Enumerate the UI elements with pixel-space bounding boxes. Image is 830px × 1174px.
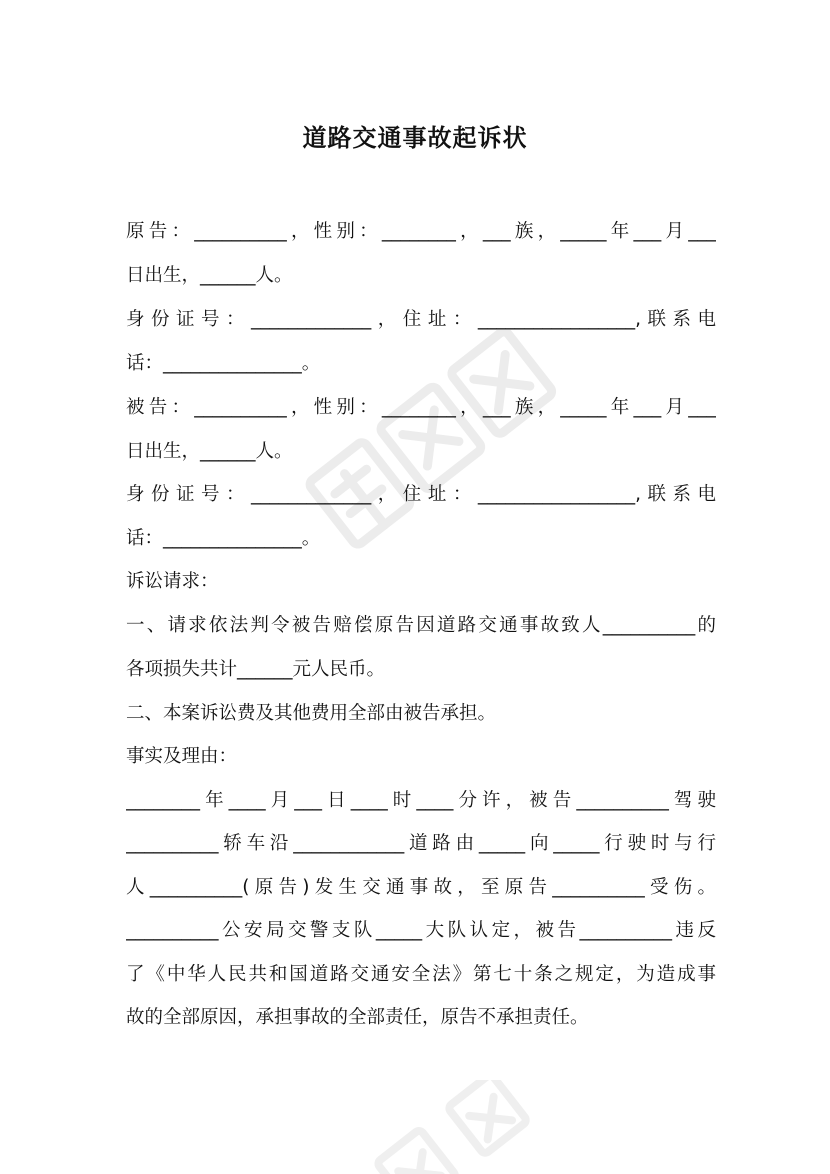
claim-1-line-1: 一、请求依法判令被告赔偿原告因道路交通事故致人__________的 [126,615,716,636]
facts-line-3: 人__________(原告)发生交通事故，至原告__________受伤。 [126,877,716,898]
facts-line-1: ________年____月___日____时____分许，被告__________驾驶 [126,790,716,811]
facts-heading: 事实及理由： [126,746,238,767]
plaintiff-id-line-1: 身份证号：_____________，住址：_________________,联系电 [126,309,716,330]
facts-line-6: 故的全部原因，承担事故的全部责任，原告不承担责任。 [126,1007,589,1028]
plaintiff-info-line-2: 日出生，______人。 [126,265,293,286]
defendant-id-line-2: 话：_______________。 [126,528,321,549]
claim-2: 二、本案诉讼费及其他费用全部由被告承担。 [126,703,497,724]
facts-line-2: __________轿车沿____________道路由_____向_____行驶时与行 [126,833,716,854]
defendant-id-line-1: 身份证号：_____________，住址：_________________,联系电 [126,484,716,505]
plaintiff-info-line-1: 原告：__________，性别：________，___族，_____年___月___ [126,221,716,242]
watermark-stamp-bottom [350,1080,550,1174]
defendant-info-line-2: 日出生，______人。 [126,441,293,462]
defendant-info-line-1: 被告：__________，性别：________，___族，_____年___月___ [126,397,716,418]
claim-1-line-2: 各项损失共计______元人民币。 [126,659,386,680]
document-title: 道路交通事故起诉状 [302,124,528,152]
facts-line-5: 了《中华人民共和国道路交通安全法》第七十条之规定，为造成事 [126,964,716,985]
plaintiff-id-line-2: 话：_______________。 [126,353,321,374]
claims-heading: 诉讼请求： [126,571,219,592]
facts-line-4: __________公安局交警支队_____大队认定，被告__________违反 [126,920,716,941]
